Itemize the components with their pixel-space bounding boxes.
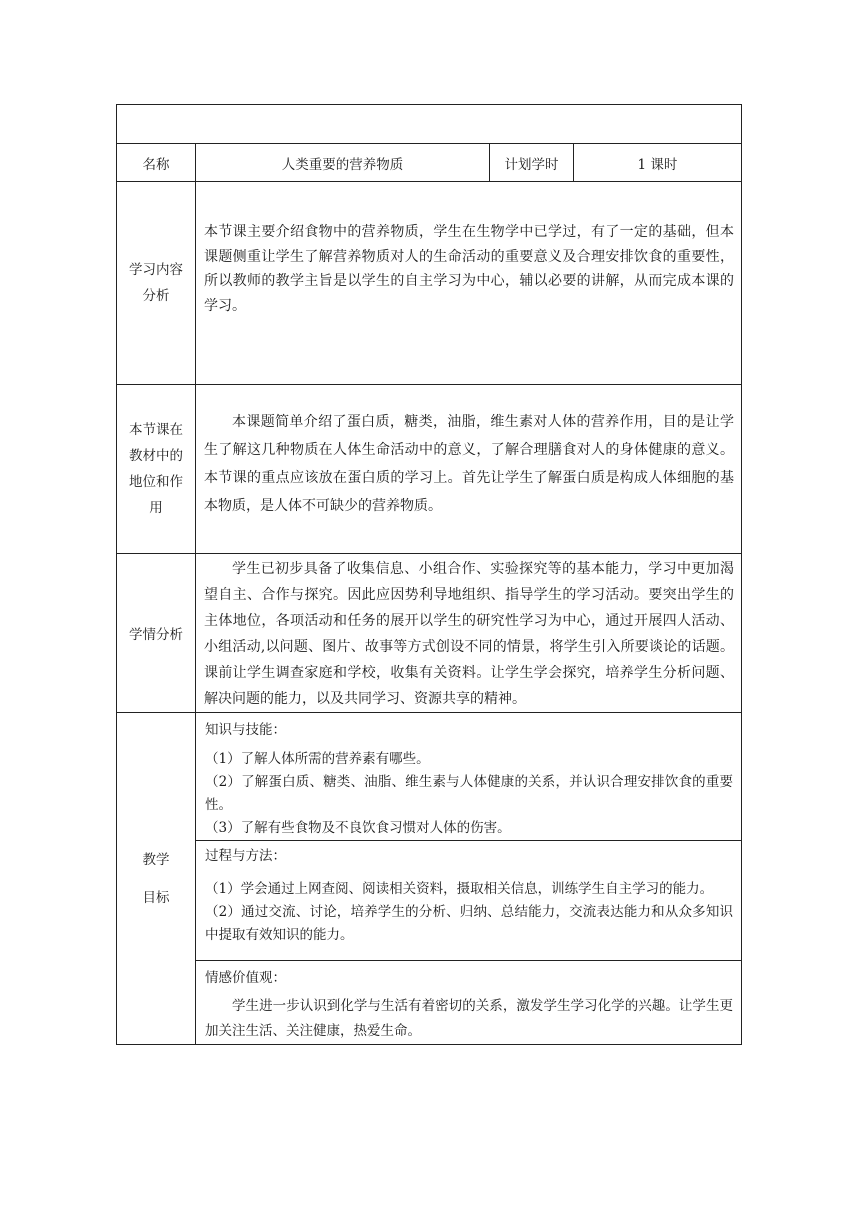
- process-heading: 过程与方法：: [205, 848, 286, 864]
- emotion-goal-block: [196, 967, 741, 1044]
- header-empty-cell: [117, 105, 742, 144]
- content-analysis-label-line1: 学习内容: [129, 262, 183, 278]
- content-analysis-cell: [196, 182, 742, 385]
- knowledge-item: （3）了解有些食物及不良饮食习惯对人体的伤害。: [205, 820, 511, 836]
- emotion-goal-row: [117, 961, 742, 1045]
- knowledge-item: （1）了解人体所需的营养素有哪些。: [205, 751, 430, 767]
- knowledge-item: （2）了解蛋白质、糖类、油脂、维生素与人体健康的关系，并认识合理安排饮食的重要性。: [205, 774, 733, 813]
- textbook-role-label-line3: 地位和作: [129, 474, 183, 490]
- process-goal-cell: [196, 841, 742, 961]
- textbook-role-label-line4: 用: [149, 500, 163, 516]
- textbook-role-label-line1: 本节课在: [129, 422, 183, 438]
- process-item: （1）学会通过上网查阅、阅读相关资料，摄取相关信息，训练学生自主学习的能力。: [205, 881, 714, 897]
- process-goal-row: [117, 841, 742, 961]
- emotion-goal-cell: [196, 961, 742, 1045]
- knowledge-heading: 知识与技能：: [205, 722, 286, 738]
- teaching-goals-label: [117, 713, 196, 1045]
- learner-analysis-text: 学生已初步具备了收集信息、小组合作、实验探究等的基本能力，学习中更加渴望自主、合作与探究。因此应因势利导地组织、指导学生的学习活动。要突出学生的主体地位，各项活动和任务的展开以学生的研究性学习为中心，通过开展四人活动、小组活动,以问题、图片、故事等方式创设不同的情景，将学生引入所要谈论的话题。课前让学生调查家庭和学校，收集有关资料。让学生学会探究，培养学生分析问题、解决问题的能力，以及共同学习、资源共享的精神。: [204, 561, 734, 707]
- learner-analysis-row: [117, 554, 742, 713]
- teaching-goals-label-line2: 目标: [142, 889, 170, 906]
- process-goal-block: [196, 845, 741, 947]
- knowledge-goal-cell: [196, 713, 742, 841]
- knowledge-goal-row: [117, 713, 742, 841]
- textbook-role-label: [117, 385, 196, 554]
- name-row: [117, 144, 742, 182]
- lesson-plan-table: [116, 104, 742, 1045]
- content-analysis-row: [117, 182, 742, 385]
- textbook-role-label-line2: 教材中的: [129, 448, 183, 464]
- planned-hours-value: 1 课时: [574, 144, 742, 182]
- textbook-role-cell: [196, 385, 742, 554]
- header-empty-row: [117, 105, 742, 144]
- textbook-role-row: [117, 385, 742, 554]
- process-item: （2）通过交流、讨论，培养学生的分析、归纳、总结能力，交流表达能力和从众多知识中提取有效知识的能力。: [205, 904, 733, 943]
- emotion-heading: 情感价值观：: [205, 970, 286, 986]
- learner-analysis-cell: [196, 554, 742, 713]
- emotion-text: 学生进一步认识到化学与生活有着密切的关系，激发学生学习化学的兴趣。让学生更加关注生活、关注健康，热爱生命。: [205, 998, 733, 1039]
- learner-analysis-label: 学情分析: [117, 554, 196, 713]
- name-label: 名称: [117, 144, 196, 182]
- teaching-goals-label-line1: 教学: [142, 851, 170, 868]
- textbook-role-text: 本课题简单介绍了蛋白质，糖类，油脂，维生素对人体的营养作用，目的是让学生了解这几种物质在人体生命活动中的意义，了解合理膳食对人的身体健康的意义。本节课的重点应该放在蛋白质的学习上。首先让学生了解蛋白质是构成人体细胞的基本物质，是人体不可缺少的营养物质。: [204, 414, 734, 514]
- planned-hours-label: 计划学时: [490, 144, 574, 182]
- lesson-title: 人类重要的营养物质: [196, 144, 490, 182]
- content-analysis-label-line2: 分析: [142, 288, 170, 304]
- content-analysis-text: 本节课主要介绍食物中的营养物质，学生在生物学中已学过，有了一定的基础，但本课题侧重让学生了解营养物质对人的生命活动的重要意义及合理安排饮食的重要性，所以教师的教学主旨是以学生的自主学习为中心，辅以必要的讲解，从而完成本课的学习。: [204, 224, 734, 314]
- knowledge-goal-block: [196, 719, 741, 840]
- content-analysis-label: [117, 182, 196, 385]
